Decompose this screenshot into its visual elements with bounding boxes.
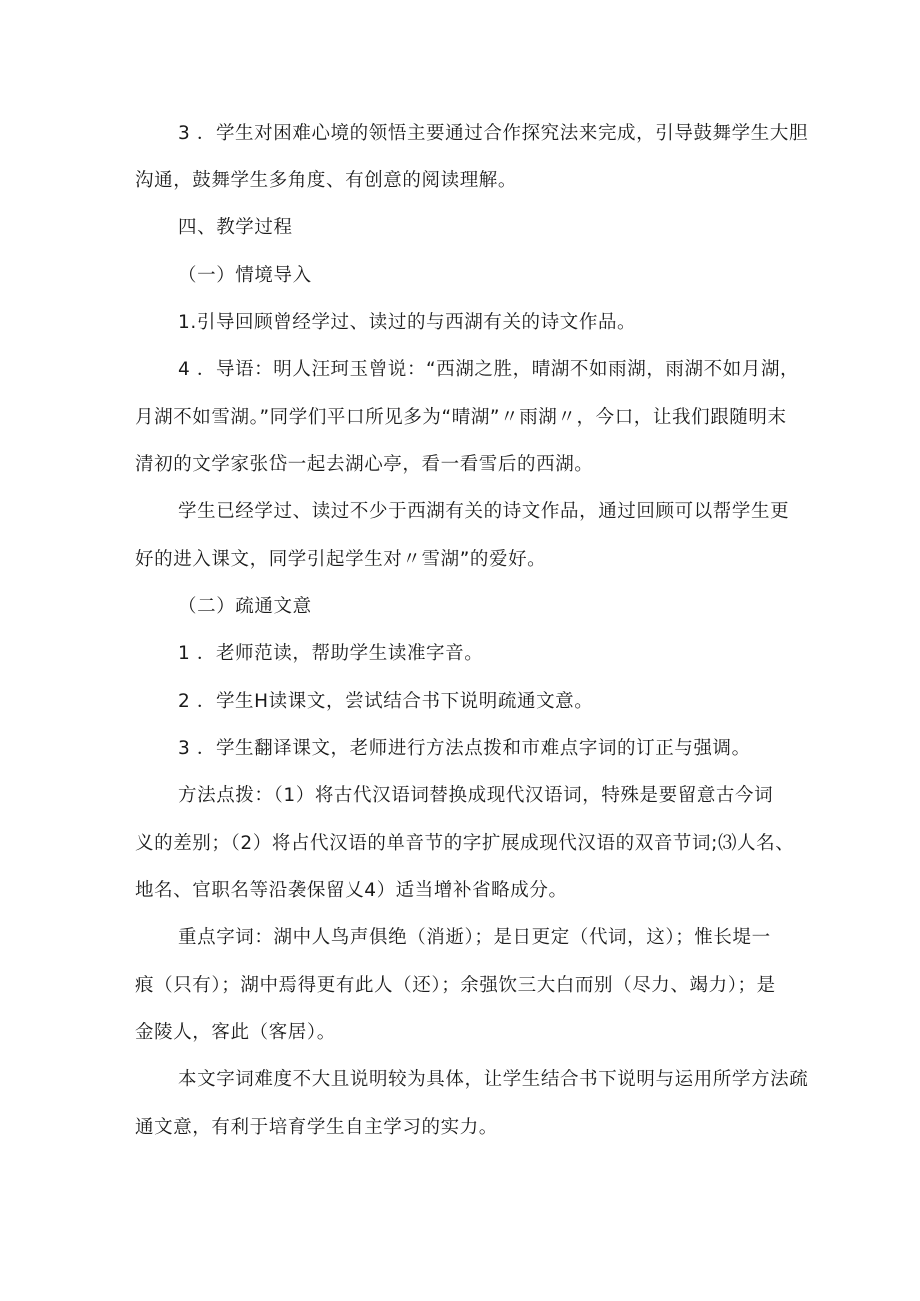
- keywords-paragraph-line-3: 金陵人，客此（客居）。: [135, 1022, 336, 1043]
- list-item-4-line-2: 月湖不如雪湖。”同学们平口所见多为“晴湖”〃雨湖〃，今口，让我们跟随明末: [135, 407, 787, 428]
- section-heading-teaching-process: 四、教学过程: [178, 217, 293, 238]
- step-1: 1 ．老师范读，帮助学生读准字音。: [178, 643, 484, 664]
- method-paragraph-line-3: 地名、官职名等沿袭保留乂4）适当增补省略成分。: [135, 880, 568, 901]
- paragraph-3-line-1: 3 ．学生对困难心境的领悟主要通过合作探究法来完成，引导鼓舞学生大胆: [178, 123, 809, 144]
- method-paragraph-line-2: 义的差别；（2）将占代汉语的单音节的字扩展成现代汉语的双音节词;⑶人名、: [135, 833, 795, 854]
- keywords-paragraph-line-2: 痕（只有）；湖中焉得更有此人（还）；余强饮三大白而别（尽力、竭力）；是: [135, 975, 776, 996]
- step-2: 2 ．学生H读课文，尝试结合书下说明疏通文意。: [178, 691, 594, 712]
- list-item-4-line-3: 清初的文学家张岱一起去湖心亭，看一看雪后的西湖。: [135, 454, 594, 475]
- step-3: 3 ．学生翻译课文，老师进行方法点拨和市难点字词的订正与强调。: [178, 738, 751, 759]
- note-paragraph-2-line-1: 本文字词难度不大且说明较为具体，让学生结合书下说明与运用所学方法疏: [178, 1069, 809, 1090]
- method-paragraph-line-1: 方法点拨：（1）将古代汉语词替换成现代汉语词，特殊是要留意古今词: [178, 785, 774, 806]
- keywords-paragraph-line-1: 重点字词：湖中人鸟声俱绝（消逝）；是日更定（代词，这）；惟长堤一: [178, 927, 771, 948]
- subheading-text-comprehension: （二）疏通文意: [178, 596, 312, 617]
- note-paragraph-1-line-2: 好的进入课文，同学引起学生对〃雪湖”的爱好。: [135, 549, 547, 570]
- list-item-4-line-1: 4 ．导语：明人汪珂玉曾说：“西湖之胜，晴湖不如雨湖，雨湖不如月湖，: [178, 359, 800, 380]
- paragraph-3-line-2: 沟通，鼓舞学生多角度、有创意的阅读理解。: [135, 170, 518, 191]
- note-paragraph-2-line-2: 通文意，有利于培育学生自主学习的实力。: [135, 1117, 498, 1138]
- subheading-situation-intro: （一）情境导入: [178, 265, 312, 286]
- list-item-1: 1.引导回顾曾经学过、读过的与西湖有关的诗文作品。: [178, 312, 637, 333]
- note-paragraph-1-line-1: 学生已经学过、读过不少于西湖有关的诗文作品，通过回顾可以帮学生更: [178, 501, 790, 522]
